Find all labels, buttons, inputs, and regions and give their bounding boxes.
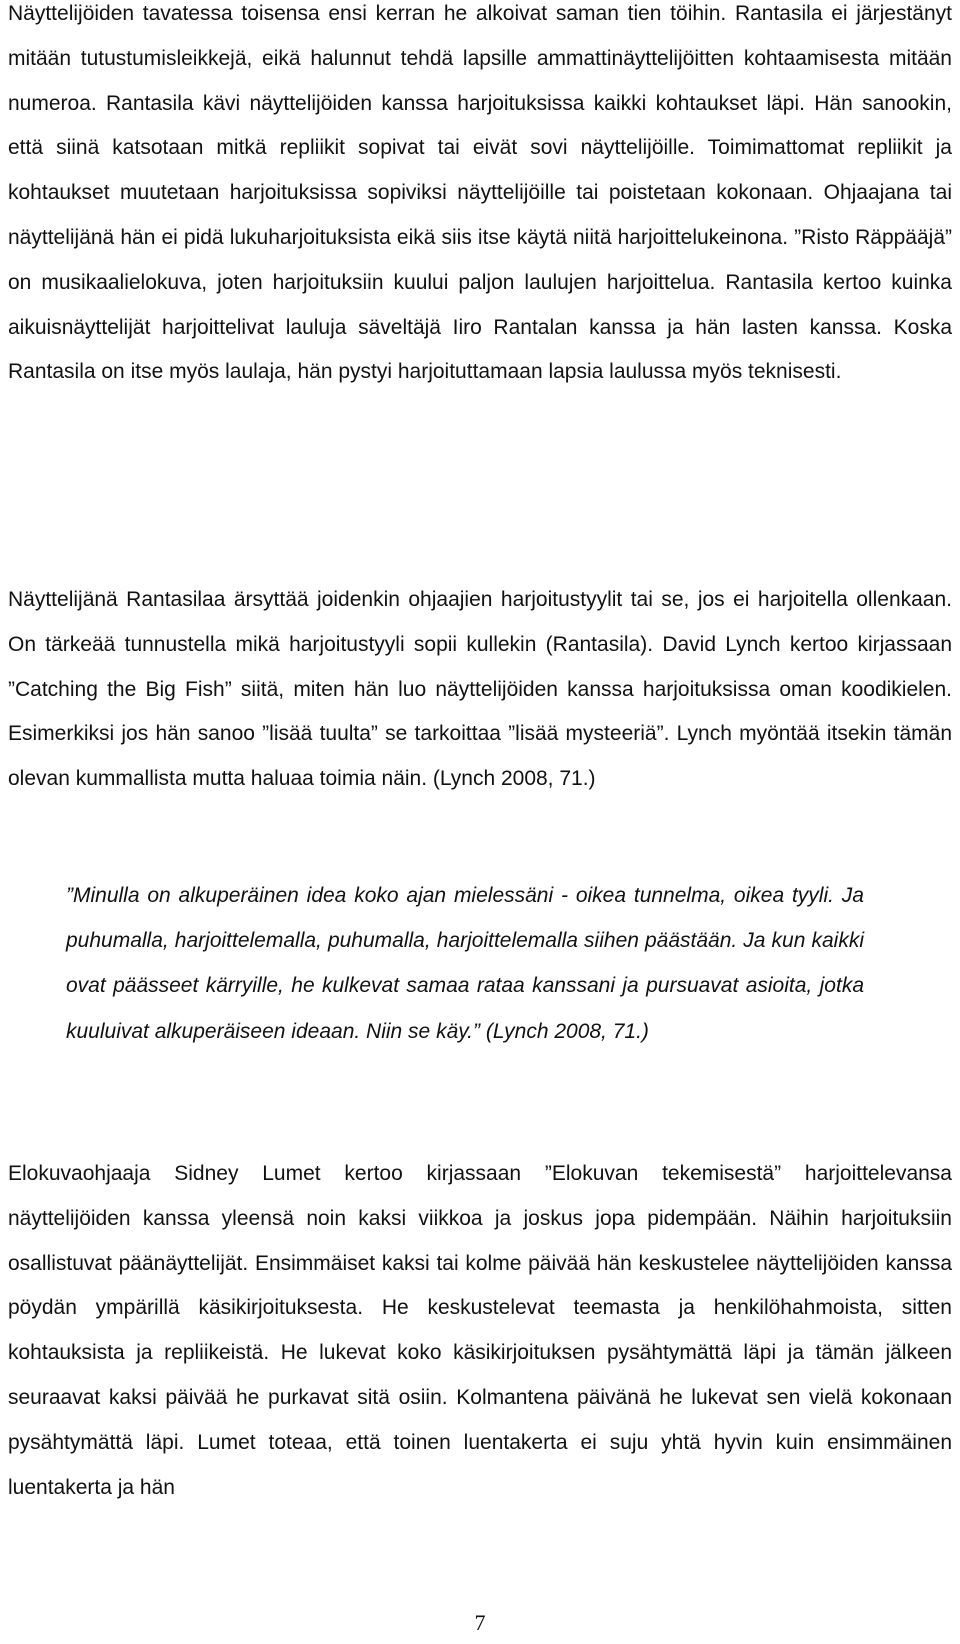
body-paragraph: Elokuvaohjaaja Sidney Lumet kertoo kirjassaan ”Elokuvan tekemisestä” harjoittelevansa näyttelijöiden kanssa yleensä noin kaksi viikkoa ja joskus jopa pidempään. Näihin harjoituksiin osallistuvat päänäyttelijät. Ensimmäiset kaksi tai kolme päivää hän keskustelee näyttelijöiden kanssa pöydän ympärillä käsikirjoituksesta. He keskustelevat teemasta ja henkilöhahmoista, sitten kohtauksista ja repliikeistä. He lukevat koko käsikirjoituksen pysähtymättä läpi ja tämän jälkeen seuraavat kaksi päivää he purkavat sitä osiin. Kolmantena päivänä he lukevat sen vielä kokonaan pysähtymättä läpi. Lumet toteaa, että toinen luentakerta ei suju yhtä hyvin kuin ensimmäinen luentakerta ja hän bbox=[8, 1162, 952, 1499]
body-paragraph: Näyttelijänä Rantasilaa ärsyttää joidenkin ohjaajien harjoitustyylit tai se, jos ei harjoitella ollenkaan. On tärkeää tunnustella mikä harjoitustyyli sopii kullekin (Rantasila). David Lynch kertoo kirjassaan ”Catching the Big Fish” siitä, miten hän luo näyttelijöiden kanssa harjoituksissa oman koodikielen. Esimerkiksi jos hän sanoo ”lisää tuulta” se tarkoittaa ”lisää mysteeriä”. Lynch myöntää itsekin tämän olevan kummallista mutta haluaa toimia näin. (Lynch 2008, 71.) bbox=[8, 588, 952, 791]
block-quote: ”Minulla on alkuperäinen idea koko ajan mielessäni - oikea tunnelma, oikea tyyli. Ja puhumalla, harjoittelemalla, puhumalla, harjoittelemalla siihen päästään. Ja kun kaikki ovat päässeet kärryille, he kulkevat samaa rataa kanssani ja pursuavat asioita, jotka kuuluivat alkuperäiseen ideaan. Niin se käy.” (Lynch 2008, 71.) bbox=[66, 884, 864, 1043]
page-number: 7 bbox=[474, 1610, 486, 1635]
body-paragraph: Näyttelijöiden tavatessa toisensa ensi kerran he alkoivat saman tien töihin. Rantasila ei järjestänyt mitään tutustumisleikkejä, eikä halunnut tehdä lapsille ammattinäyttelijöitten kohtaamisesta mitään numeroa. Rantasila kävi näyttelijöiden kanssa harjoituksissa kaikki kohtaukset läpi. Hän sanookin, että siinä katsotaan mitkä repliikit sopivat tai eivät sovi näyttelijöille. Toimimattomat repliikit ja kohtaukset muutetaan harjoituksissa sopiviksi näyttelijöille tai poistetaan kokonaan. Ohjaajana tai näyttelijänä hän ei pidä lukuharjoituksista eikä siis itse käytä niitä harjoittelukeinona. ”Risto Räppääjä” on musikaalielokuva, joten harjoituksiin kuului paljon laulujen harjoittelua. Rantasila kertoo kuinka aikuisnäyttelijät harjoittelivat lauluja säveltäjä Iiro Rantalan kanssa ja hän lasten kanssa. Koska Rantasila on itse myös laulaja, hän pystyi harjoituttamaan lapsia laulussa myös teknisesti. bbox=[8, 2, 952, 384]
